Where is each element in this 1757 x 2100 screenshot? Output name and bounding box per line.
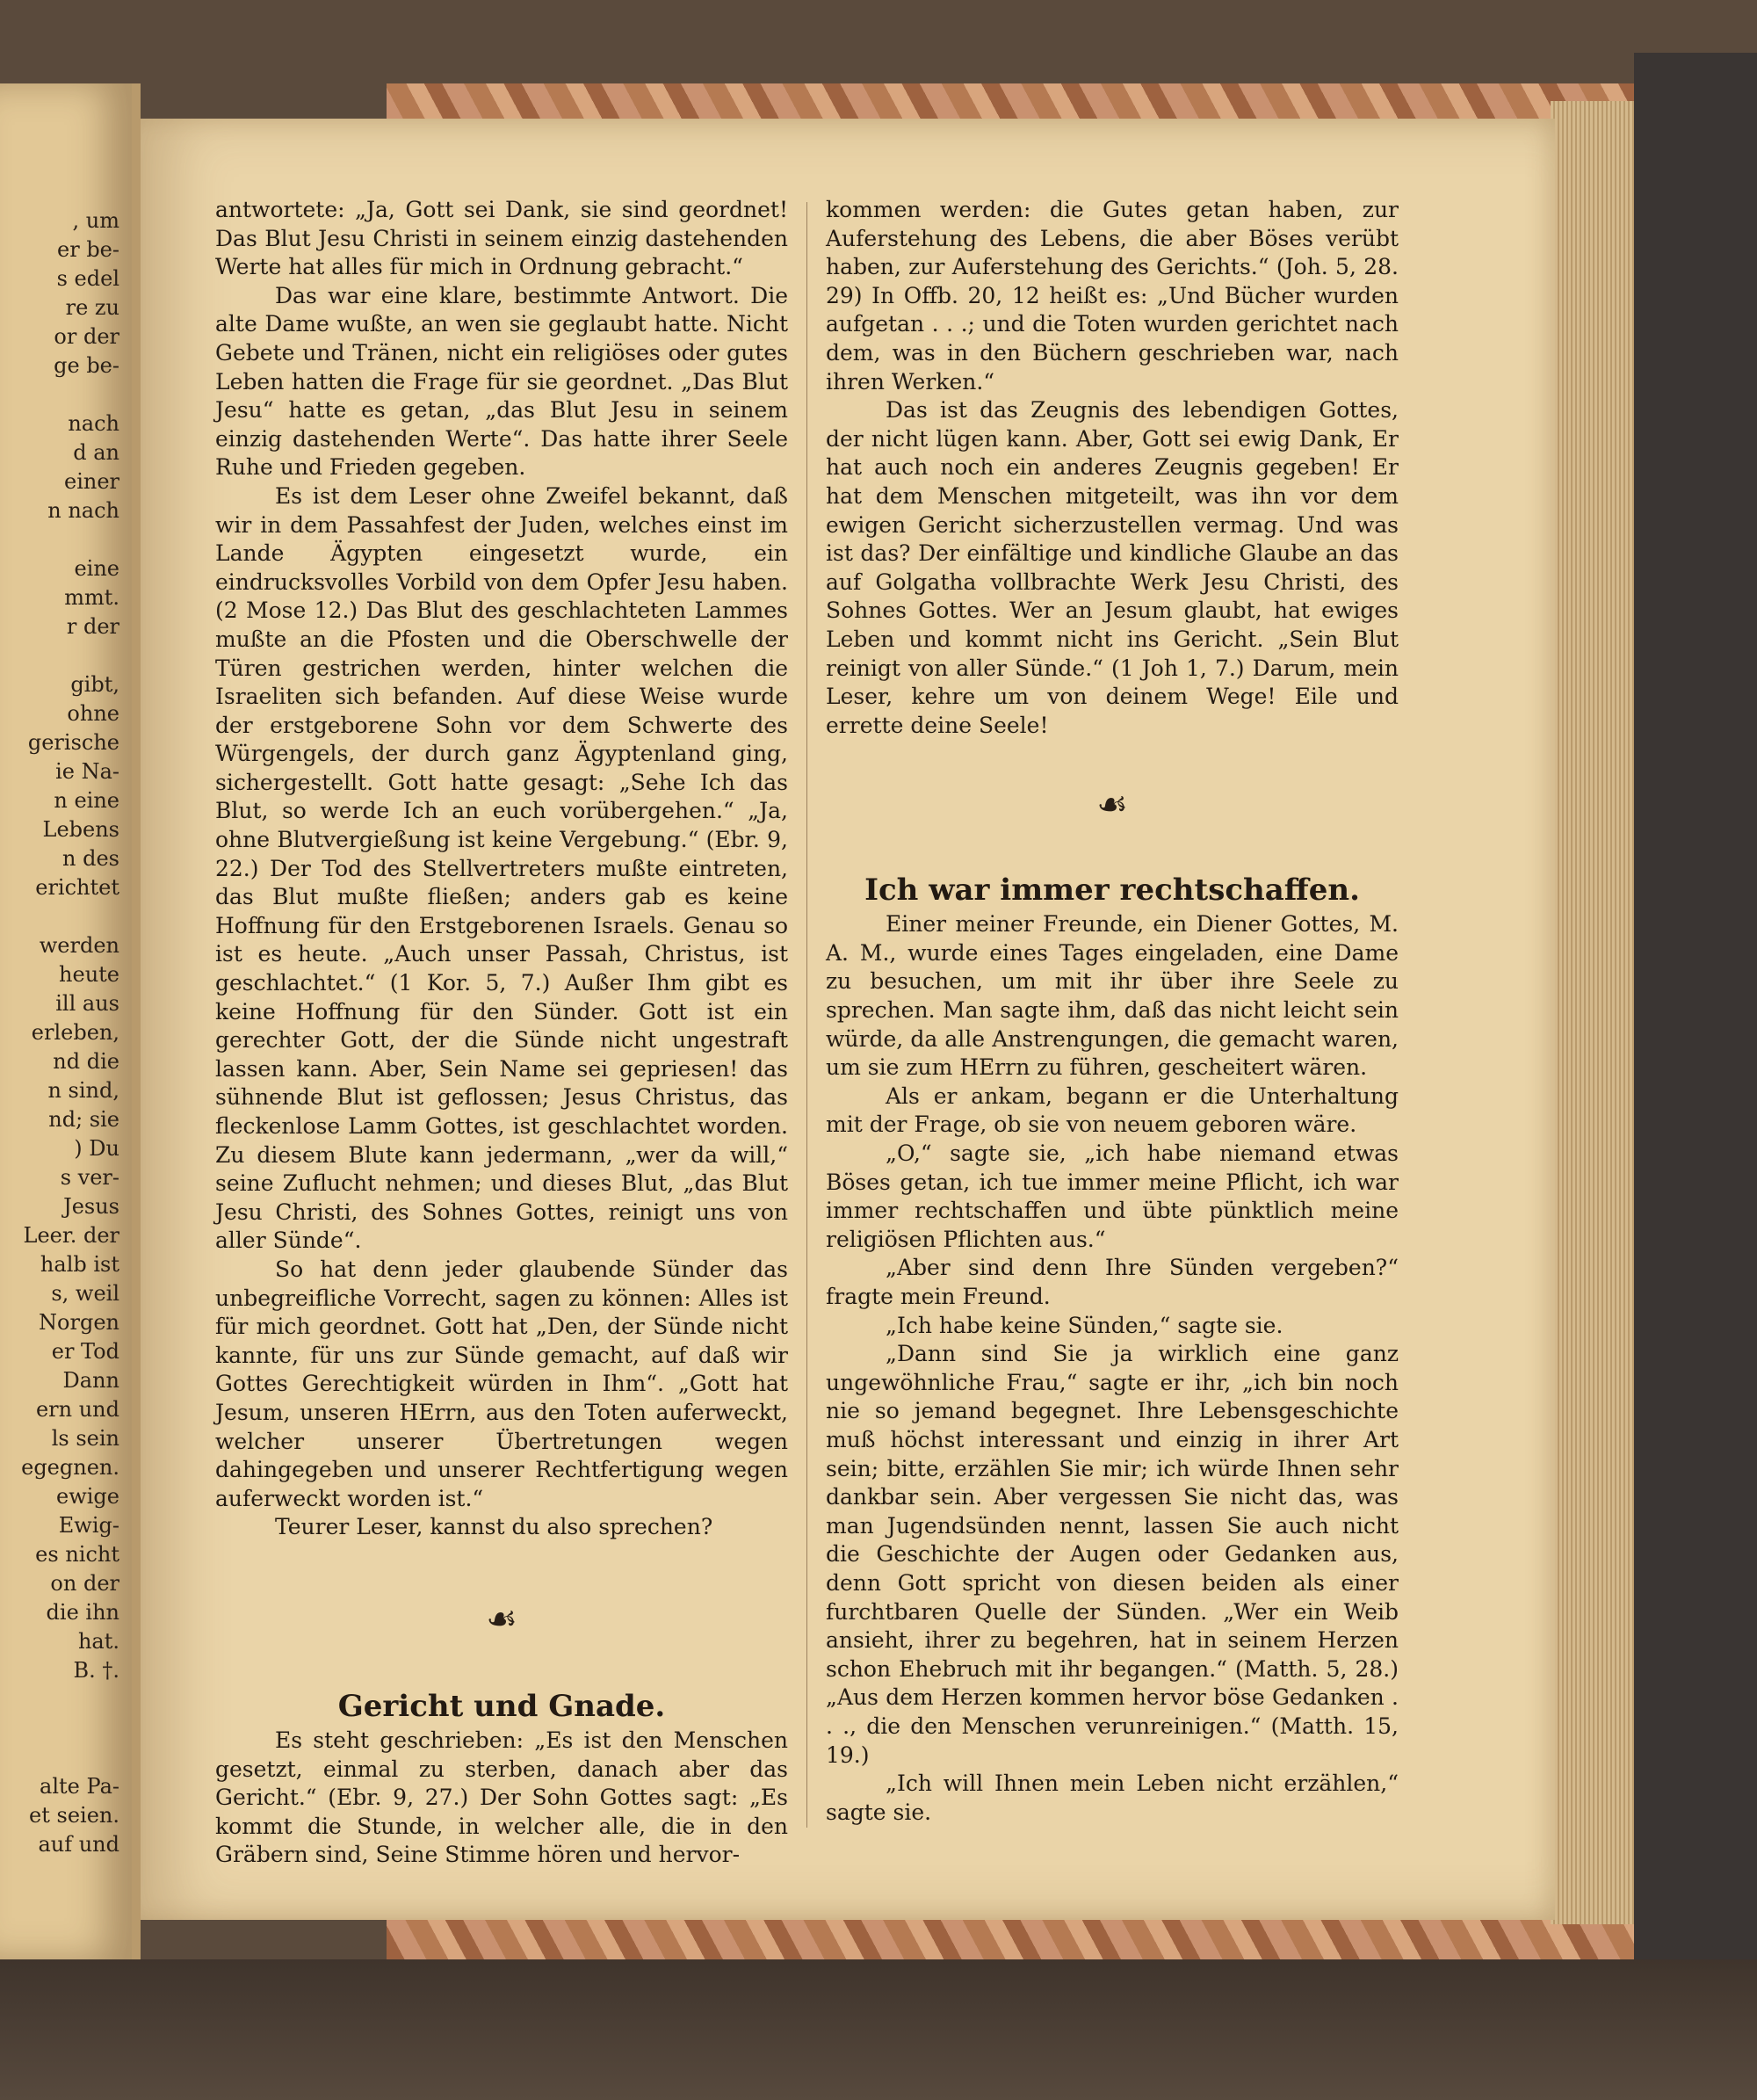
fragment-line: Norgen xyxy=(39,1310,119,1335)
ornament-divider: ☙ xyxy=(486,1598,517,1640)
paragraph: „Ich habe keine Sünden,“ sagte sie. xyxy=(886,1312,1283,1338)
paragraph: Als er ankam, begann er die Unterhaltung mit der Frage, ob sie von neuem geboren wäre. xyxy=(826,1083,1399,1138)
fragment-line: nach xyxy=(68,411,119,436)
fragment-line: et seien. xyxy=(29,1803,119,1828)
fragment-line: n eine xyxy=(54,788,119,813)
fragment-line: nd die xyxy=(53,1049,119,1074)
fragment-line: ewige xyxy=(56,1484,119,1509)
fragment-line: es nicht xyxy=(35,1542,119,1567)
book-cover xyxy=(1634,53,1757,2038)
right-column xyxy=(826,196,1399,1827)
fragment-line: d an xyxy=(73,440,119,465)
fragment-line: er be- xyxy=(57,237,119,262)
fragment-line: ohne xyxy=(67,701,119,726)
fragment-line: mmt. xyxy=(64,585,119,610)
fragment-line: s ver- xyxy=(60,1165,119,1190)
fragment-line: B. †. xyxy=(73,1658,119,1683)
fragment-line xyxy=(0,1714,119,1743)
ornament-divider: ☙ xyxy=(1096,785,1128,826)
fragment-line: ill aus xyxy=(55,991,119,1016)
fragment-line: Ewig- xyxy=(58,1513,119,1538)
fragment-line xyxy=(0,902,119,931)
section-heading: Gericht und Gnade. xyxy=(337,1688,666,1724)
fragment-line: werden xyxy=(39,933,119,958)
paragraph: Einer meiner Freunde, ein Diener Gottes, M. A. M., wurde eines Tages eingeladen, eine Dame zu besuchen, um mit ihr über ihre Seele zu sprechen. Man sagte ihm, daß das nicht leicht sein würde, da alle Anstrengungen, die gemacht waren, um sie zum HErrn zu führen, gescheitert wären. xyxy=(826,911,1399,1081)
paragraph: „Aber sind denn Ihre Sünden vergeben?“ fragte mein Freund. xyxy=(826,1255,1399,1309)
fragment-line: hat. xyxy=(77,1629,119,1654)
section-heading: Ich war immer rechtschaffen. xyxy=(864,873,1360,909)
fragment-line: ) Du xyxy=(74,1136,119,1161)
column-rule xyxy=(806,202,807,1828)
page-edges xyxy=(1551,101,1634,1924)
fragment-line: halb ist xyxy=(40,1252,119,1277)
fragment-line: re zu xyxy=(65,295,119,320)
fragment-line: er Tod xyxy=(51,1339,119,1364)
fragment-line: auf und xyxy=(38,1832,119,1857)
fragment-line: egegnen. xyxy=(21,1455,119,1480)
paragraph: Es steht geschrieben: „Es ist den Menschen gesetzt, einmal zu sterben, danach aber das Gericht.“ (Ebr. 9, 27.) Der Sohn Gottes sagt: „Es kommt die Stunde, in welcher alle, die in den Gräbern sind, Seine Stimme hören und hervor- xyxy=(215,1727,788,1868)
fragment-line: r der xyxy=(66,614,119,639)
fragment-line: n sind, xyxy=(47,1078,119,1103)
fragment-line: s edel xyxy=(56,266,119,291)
fragment-line: heute xyxy=(59,962,119,987)
fragment-line: Lebens xyxy=(42,817,119,842)
fragment-line: ge be- xyxy=(54,353,119,378)
fragment-line xyxy=(0,1685,119,1714)
fragment-line: ie Na- xyxy=(55,759,119,784)
left-column xyxy=(215,196,788,1870)
paragraph: antwortete: „Ja, Gott sei Dank, sie sind geordnet! Das Blut Jesu Christi in seinem einzig dastehenden Werte hat alles für mich in Ordnung gebracht.“ xyxy=(215,197,788,280)
fragment-line: Dann xyxy=(62,1368,119,1393)
fragment-line: die ihn xyxy=(46,1600,119,1625)
paragraph: „Ich will Ihnen mein Leben nicht erzählen,“ sagte sie. xyxy=(826,1771,1399,1825)
paragraph: kommen werden: die Gutes getan haben, zur Auferstehung des Lebens, die aber Böses verübt haben, zur Auferstehung des Gerichts.“ (Joh. 5, 28. 29) In Offb. 20, 12 heißt es: „Und Bücher wurden aufgetan . . .; und die Toten wurden gerichtet nach dem, was in den Büchern geschrieben war, nach ihren Werken.“ xyxy=(826,197,1399,395)
paragraph: Es ist dem Leser ohne Zweifel bekannt, daß wir in dem Passahfest der Juden, welches einst im Lande Ägypten eingesetzt wurde, ein eindrucksvolles Vorbild von dem Opfer Jesu haben. (2 Mose 12.) Das Blut des geschlachteten Lammes mußte an die Pfosten und die Oberschwelle der Türen gestrichen werden, hinter welchen die Israeliten sich befanden. Auf diese Weise wurde der erstgeborene Sohn vor dem Schwerte des Würgengels, der durch ganz Ägyptenland ging, sichergestellt. Gott hatte gesagt: „Sehe Ich das Blut, so werde Ich an euch vorübergehen.“ „Ja, ohne Blutvergießung ist keine Vergebung.“ (Ebr. 9, 22.) Der Tod des Stellvertreters mußte eintreten, das Blut mußte fließen; anders gab es keine Hoffnung für den Erstgeborenen Israels. Genau so ist es heute. „Auch unser Passah, Christus, ist geschlachtet.“ (1 Kor. 5, 7.) Außer Ihm gibt es keine Hoffnung für den Sünder. Gott ist ein gerechter Gott, der die Sünde nicht ungestraft lassen kann. Aber, Sein Name sei gepriesen! das sühnende Blut ist geflossen; Jesus Christus, das fleckenlose Lamm Gottes, ist geschlachtet worden. Zu diesem Blute kann jedermann, „wer da will,“ seine Zuflucht nehmen; und dieses Blut, „das Blut Jesu Christi, des Sohnes Gottes, reinigt uns von aller Sünde“. xyxy=(215,482,788,1254)
fragment-line xyxy=(0,641,119,670)
paragraph: So hat denn jeder glaubende Sünder das unbegreifliche Vorrecht, sagen zu können: Alles ist für mich geordnet. Gott hat „Den, der Sünde nicht kannte, für uns zur Sünde gemacht, auf daß wir Gottes Gerechtigkeit würden in Ihm“. „Gott hat Jesum, unseren HErrn, aus den Toten auferweckt, welcher unserer Übertretungen wegen dahingegeben und unserer Rechtfertigung wegen auferweckt worden ist.“ xyxy=(215,1256,788,1511)
fragment-line: alte Pa- xyxy=(40,1774,119,1799)
left-page-fragment xyxy=(0,83,141,1959)
fragment-line: gerische xyxy=(27,730,119,755)
left-page-text xyxy=(0,206,119,1859)
fragment-line: on der xyxy=(50,1571,119,1596)
book-page xyxy=(141,119,1555,1920)
paragraph: Das ist das Zeugnis des lebendigen Gottes, der nicht lügen kann. Aber, Gott sei ewig Dank, Er hat auch noch ein anderes Zeugnis gegeben! Er hat dem Menschen mitgeteilt, was ihn vor dem ewigen Gericht sicherzustellen vermag. Und was ist das? Der einfältige und kindliche Glaube an das auf Golgatha vollbrachte Werk Jesu Christi, des Sohnes Gottes. Wer an Jesum glaubt, hat ewiges Leben und kommt nicht ins Gericht. „Sein Blut reinigt von aller Sünde.“ (1 Joh 1, 7.) Darum, mein Leser, kehre um von deinem Wege! Eile und errette deine Seele! xyxy=(826,397,1399,738)
fragment-line xyxy=(0,380,119,409)
fragment-line: n nach xyxy=(47,498,119,523)
fragment-line xyxy=(0,525,119,554)
fragment-line: nd; sie xyxy=(48,1107,119,1132)
paragraph: „Dann sind Sie ja wirklich eine ganz ungewöhnliche Frau,“ sagte er ihr, „ich bin noch nie so jemand begegnet. Ihre Lebensgeschichte muß höchst interessant und einzig in ihrer Art sein; bitte, erzählen Sie mir; ich würde Ihnen sehr dankbar sein. Aber vergessen Sie nicht das, was man Jugendsünden nennt, lassen Sie auch nicht die Geschichte der Augen oder Gedanken aus, denn Gott spricht von diesen beiden als einer furchtbaren Quelle der Sünden. „Wer ein Weib ansieht, ihrer zu begehren, hat in seinem Herzen schon Ehebruch mit ihr begangen.“ (Matth. 5, 28.) „Aus dem Herzen kommen hervor böse Gedanken . . ., die den Menschen verunreinigen.“ (Matth. 15, 19.) xyxy=(826,1341,1399,1768)
fragment-line: ern und xyxy=(35,1397,119,1422)
fragment-line: , um xyxy=(72,208,119,233)
fragment-line: gibt, xyxy=(70,672,119,697)
fragment-line: s, weil xyxy=(51,1281,119,1306)
fragment-line: ls sein xyxy=(51,1426,119,1451)
fragment-line: erichtet xyxy=(35,875,119,900)
paragraph: Teurer Leser, kannst du also sprechen? xyxy=(275,1514,713,1540)
fragment-line: Jesus xyxy=(63,1194,119,1219)
fragment-line: or der xyxy=(54,324,119,349)
scan-background xyxy=(0,1959,1757,2100)
paragraph: „O,“ sagte sie, „ich habe niemand etwas Böses getan, ich tue immer meine Pflicht, ich war immer rechtschaffen und übte pünktlich meine religiösen Pflichten aus.“ xyxy=(826,1141,1399,1252)
fragment-line: eine xyxy=(74,556,119,581)
fragment-line: einer xyxy=(63,469,119,494)
paragraph: Das war eine klare, bestimmte Antwort. Die alte Dame wußte, an wen sie geglaubt hatte. Nicht Gebete und Tränen, nicht ein religiöses oder gutes Leben hatten die Frage für sie geordnet. „Das Blut Jesu“ hatte es getan, „das Blut Jesu in seinem einzig dastehenden Werte“. Das hatte ihrer Seele Ruhe und Frieden gegeben. xyxy=(215,282,788,481)
fragment-line: Leer. der xyxy=(23,1223,119,1248)
fragment-line xyxy=(0,1743,119,1772)
fragment-line: n des xyxy=(62,846,119,871)
fragment-line: erleben, xyxy=(31,1020,119,1045)
